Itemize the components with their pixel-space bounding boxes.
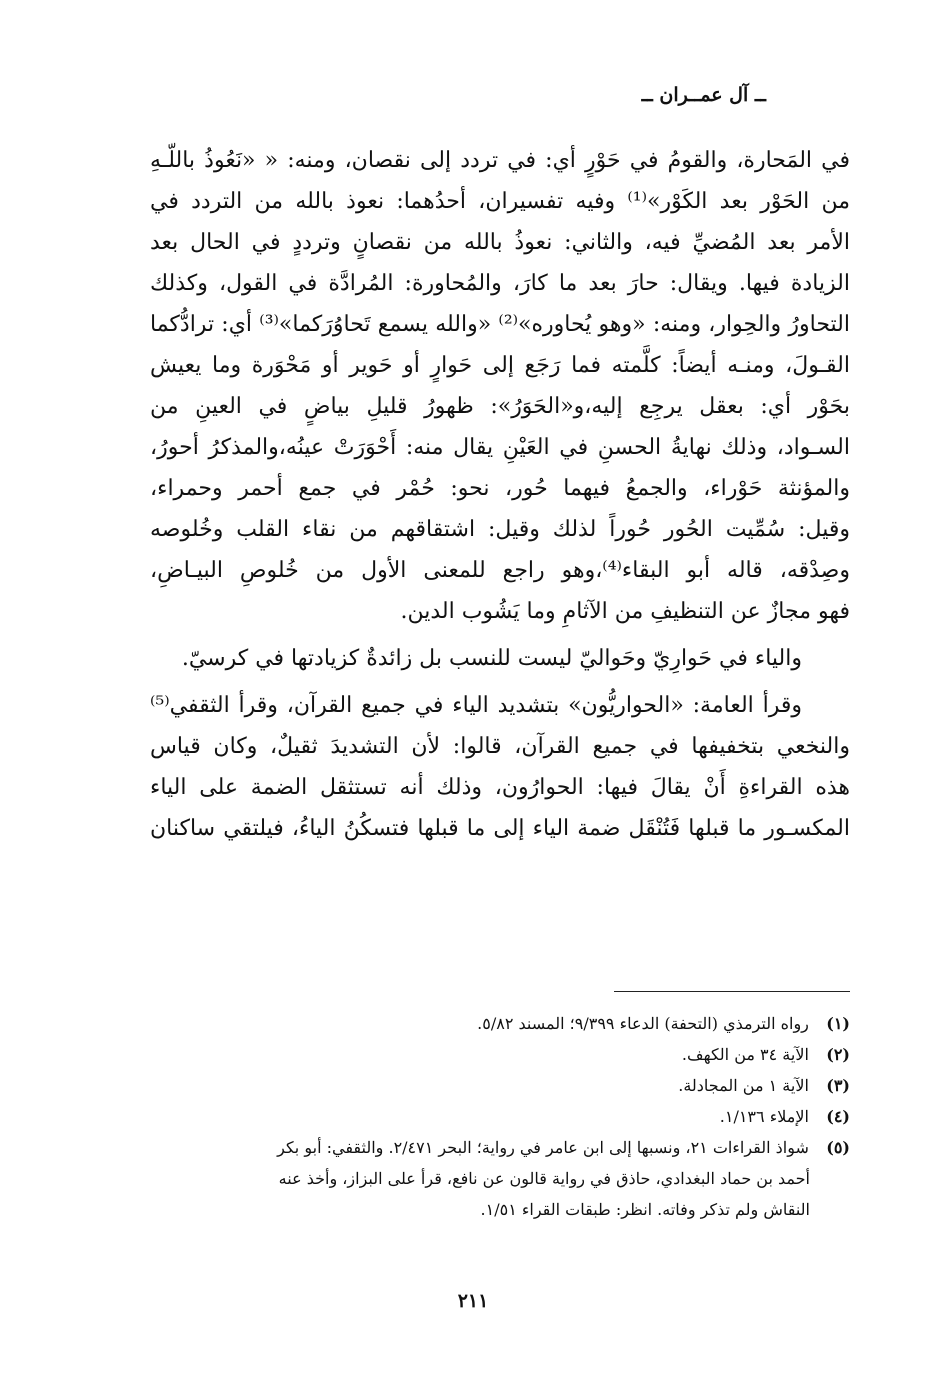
footnotes-block xyxy=(150,1008,850,1225)
footnote-continuation: أحمد بن حماد البغدادي، حاذق في رواية قالون عن نافع، قرأ على البزاز، وأخذ عنه xyxy=(278,1169,810,1188)
footnote-text: شواذ القراءات ٢١، ونسبها إلى ابن عامر في رواية؛ البحر ٢/٤٧١. والثقفي: أبو بكر xyxy=(277,1138,809,1157)
body-line: القـولَ، ومنـه أيضاً: كلَّمته فما رَجَع إلى حَوارٍ أو حَوير أو مَحْوَرة وما يعيش xyxy=(150,353,850,378)
body-line: في المَحارة، والقومُ في حَوْرٍ أي: في تردد إلى نقصان، ومنه: « «نَعُوذُ باللّـهِ xyxy=(150,148,850,173)
footnote-item xyxy=(150,1070,850,1101)
body-line: فهو مجازٌ عن التنظيفِ من الآثامِ وما يَشُوب الدين. xyxy=(400,599,850,624)
footnote-text: الآية ٣٤ من الكهف. xyxy=(681,1045,809,1064)
body-line: الزيادة فيها. ويقال: حارَ بعد ما كارَ، والمُحاورة: المُرادَّة في القول، وكذلك xyxy=(150,271,850,296)
footnote-item xyxy=(150,1039,850,1070)
body-line: الأمر بعد المُضيِّ فيه، والثاني: نعوذُ بالله من نقصانٍ وترددٍ في الحال بعد xyxy=(150,230,850,255)
body-line: التحاورُ والحِوار، ومنه: «وهو يُحاوره»⁽²⁾ «والله يسمع تَحاوُرَكما»⁽³⁾ أي: ترادُّكما xyxy=(150,312,850,337)
footnote-separator xyxy=(614,991,850,992)
body-line: والنخعي بتخفيفها في جميع القرآن، قالوا: لأن التشديدَ ثقيلٌ، وكان قياس xyxy=(150,734,850,759)
body-line: وصِدْقه، قاله أبو البقاء⁽⁴⁾،وهو راجع للمعنى الأول من خُلوصِ البيـاضِ، xyxy=(150,558,850,583)
footnote-item xyxy=(150,1132,850,1163)
body-line: السـواد، وذلك نهايةُ الحسنِ في العَيْنِ يقال منه: أَحْوَرَتْ عينُه،والمذكرُ أحورُ، xyxy=(150,435,850,460)
footnote-item xyxy=(150,1101,850,1132)
footnote-text: رواه الترمذي (التحفة) الدعاء ٩/٣٩٩؛ المسند ٥/٨٢. xyxy=(477,1014,809,1033)
footnote-number: (١) xyxy=(826,1014,850,1033)
footnote-number: (٢) xyxy=(826,1045,850,1064)
main-text-block xyxy=(150,140,850,849)
footnote-text: الآية ١ من المجادلة. xyxy=(678,1076,809,1095)
footnote-continuation: النقاش ولم تذكر وفاته. انظر: طبقات القراء ١/٥١. xyxy=(480,1200,810,1219)
footnote-number: (٤) xyxy=(826,1107,850,1126)
body-line: من الحَوْر بعد الكَوْر»⁽¹⁾ وفيه تفسيران، أحدُهما: نعوذ بالله من التردد في xyxy=(150,189,850,214)
body-line: وقيل: سُمِّيت الحُور حُوراً لذلك وقيل: اشتقاقهم من نقاء القلب وخُلوصه xyxy=(150,517,850,542)
footnote-number: (٣) xyxy=(826,1076,850,1095)
footnote-number: (٥) xyxy=(826,1138,850,1157)
page-number: ٢١١ xyxy=(457,1290,489,1312)
body-line: بحَوْر أي: بعقل يرجِع إليه،و«الحَوَرُ»: ظهورُ قليلِ بياضٍ في العينِ من xyxy=(150,394,850,419)
body-line: والمؤنثة حَوْراء، والجمعُ فيهما حُور، نحو: حُمْر في جمع أحمر وحمراء، xyxy=(150,476,850,501)
body-line: والياء في حَوارِيّ وحَواليّ ليست للنسب بل زائدةٌ كزيادتها في كرسيّ. xyxy=(181,646,802,671)
body-line: وقرأ العامة: «الحواريُّون» بتشديد الياء في جميع القرآن، وقرأ الثقفي⁽⁵⁾ xyxy=(150,693,802,718)
body-line: هذه القراءةِ أَنْ يقالَ فيها: الحوارُون، وذلك أنه تستثقل الضمة على الياء xyxy=(150,775,850,800)
running-header-title: ــ آل عمــران ــ xyxy=(641,84,766,106)
footnote-item xyxy=(150,1008,850,1039)
body-line: المكسـور ما قبلها فَتُنْقَل ضمة الياء إلى ما قبلها فتسكُنُ الياءُ، فيلتقي ساكنان xyxy=(150,816,850,841)
footnote-text: الإملاء ١/١٣٦. xyxy=(719,1107,809,1126)
